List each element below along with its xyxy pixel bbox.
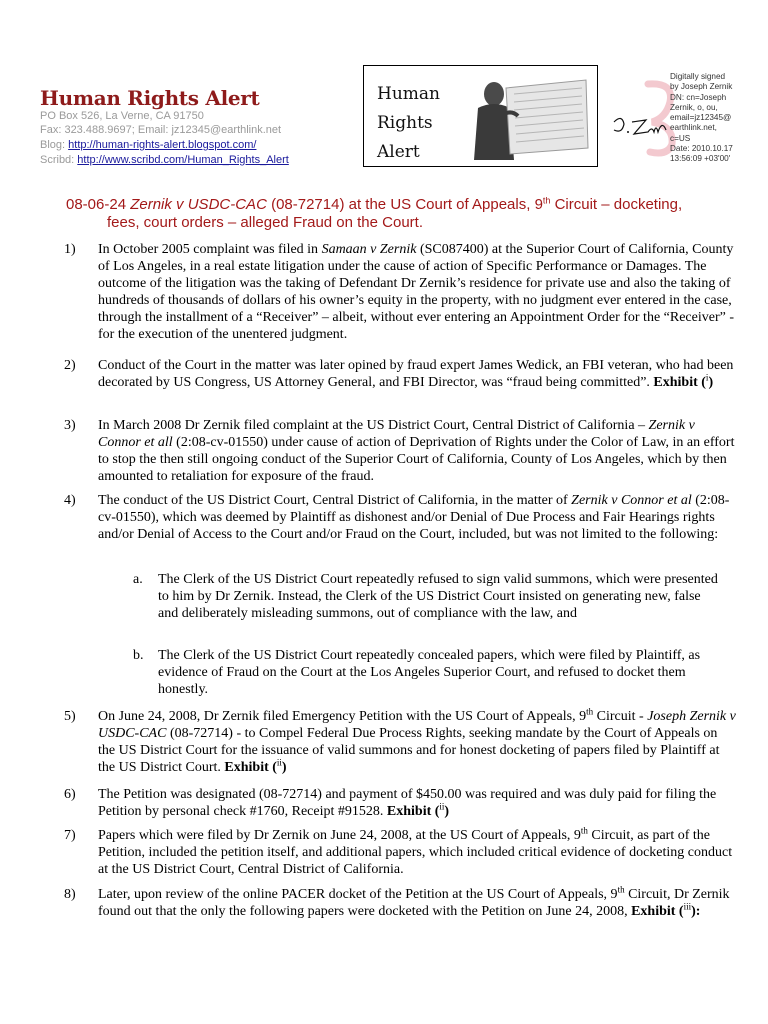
exhibit-close: ) xyxy=(281,760,287,775)
logo-word-alert: Alert xyxy=(377,142,420,162)
paragraph-5 xyxy=(64,708,736,776)
paragraph-number: 2) xyxy=(64,358,76,373)
subparagraph-letter: a. xyxy=(133,572,143,587)
case-name: Zernik v Connor et al xyxy=(571,493,692,508)
subparagraph-text: The Clerk of the US District Court repeatedly concealed papers, which were filed by Plaintiff, as evidence of Fraud on the Court at the Los Angeles Superior Court, and refused to docket them honestly. xyxy=(158,648,701,697)
blog-line xyxy=(40,139,256,152)
footnote-ref: ii xyxy=(439,801,445,812)
paragraph-number: 1) xyxy=(64,242,76,257)
signature-line: by Joseph Zernik xyxy=(670,82,733,92)
paragraph-2 xyxy=(64,357,736,391)
paragraph-6 xyxy=(64,786,736,820)
footnote-ref: iii xyxy=(683,901,692,912)
ordinal-sup: th xyxy=(586,706,594,717)
paragraph-number: 4) xyxy=(64,493,76,508)
heading-text: (08-72714) at the US Court of Appeals, 9 xyxy=(266,196,543,213)
logo-word-human: Human xyxy=(377,84,440,104)
paragraph-text: Circuit, Dr Zernik found out that the only the following papers were docketed with the Petition on June 24, 2008, xyxy=(98,887,730,919)
blog-label: Blog: xyxy=(40,139,69,151)
paragraph-text: On June 24, 2008, Dr Zernik filed Emergency Petition with the US Court of Appeals, 9 xyxy=(98,709,587,724)
exhibit-label: Exhibit ( xyxy=(653,375,706,390)
signature-line: Digitally signed xyxy=(670,72,726,81)
paragraph-text: The Petition was designated (08-72714) and payment of $450.00 was required and was duly paid for filing the Petition by personal check #1760, Receipt #91528. xyxy=(98,787,717,819)
scribd-line xyxy=(40,154,289,167)
paragraph-text: In October 2005 complaint was filed in xyxy=(98,242,322,257)
footnote-ref: i xyxy=(705,372,709,383)
footnote-ref: ii xyxy=(276,757,282,768)
signature-line: c=US xyxy=(670,133,691,143)
signature-line: email=jz12345@ xyxy=(670,113,732,123)
heading-date: 08-06-24 xyxy=(66,196,131,213)
paragraph-text: (2:08-cv-01550), which was deemed by Plaintiff as dishonest and/or Denial of Due Process and Fair Hearings rights and/or Denial of Access to the Court and/or Fraud on the Court, included, but was not limited to the following: xyxy=(98,493,730,542)
exhibit-close: ): xyxy=(691,904,701,919)
paragraph-text: (08-72714) - to Compel Federal Due Process Rights, seeking mandate by the Court of Appeals on the US District Court for the issuance of valid summons and for honest docketing of papers filed by Plaintiff at the US District Court. xyxy=(98,726,720,775)
document-heading xyxy=(66,196,726,232)
logo-word-rights: Rights xyxy=(377,113,433,133)
heading-line-2: fees, court orders – alleged Fraud on the Court. xyxy=(107,214,424,231)
paragraph-text: (SC087400) at the Superior Court of California, County of Los Angeles, in a real estate litigation under the cause of action of Specific Performance or Damages. The outcome of the litigation was the taking of Defendant Dr Zernik’s residence for private use and also the taking of hundreds of thousands of dollars of his owner’s equity in the property, with no judgment ever entered in the case, through the installment of a “Receiver” – albeit, without ever entering an Appointment Order for the “Receiver” - for the execution of the unentered judgment. xyxy=(98,242,734,342)
exhibit-close: ) xyxy=(708,375,714,390)
handwritten-signature xyxy=(610,108,670,148)
exhibit-label: Exhibit ( xyxy=(631,904,684,919)
address: PO Box 526, La Verne, CA 91750 xyxy=(40,110,204,122)
blog-link[interactable]: http://human-rights-alert.blogspot.com/ xyxy=(68,139,257,151)
paragraph-7 xyxy=(64,827,736,878)
exhibit-close: ) xyxy=(444,804,450,819)
scribd-link[interactable]: http://www.scribd.com/Human_Rights_Alert xyxy=(77,154,289,166)
paragraph-number: 6) xyxy=(64,787,76,802)
paragraph-1 xyxy=(64,241,736,343)
signature-line: 13:56:09 +03'00' xyxy=(670,154,731,164)
paragraph-number: 3) xyxy=(64,418,76,433)
heading-text: Circuit – docketing, xyxy=(550,196,683,213)
subparagraph-4a xyxy=(133,571,721,622)
paragraph-number: 7) xyxy=(64,828,76,843)
hra-logo xyxy=(363,65,598,167)
exhibit-label: Exhibit ( xyxy=(386,804,440,819)
paragraph-number: 5) xyxy=(64,709,76,724)
paragraph-text: Circuit, as part of the Petition, included the petition itself, and additional papers, which included critical evidence of docketing conduct at the US District Court, Central District of California. xyxy=(98,828,733,877)
case-name: Samaan v Zernik xyxy=(321,242,417,257)
digital-signature-details xyxy=(670,72,733,165)
paragraph-text: Later, upon review of the online PACER docket of the Petition at the US Court of Appeals, 9 xyxy=(98,887,618,902)
ordinal-sup: th xyxy=(617,884,625,895)
subparagraph-letter: b. xyxy=(133,648,144,663)
paragraph-text: In March 2008 Dr Zernik filed complaint at the US District Court, Central District of California – xyxy=(98,418,649,433)
subparagraph-text: The Clerk of the US District Court repeatedly refused to sign valid summons, which were presented to him by Dr Zernik. Instead, the Clerk of the US District Court insisted on generating new, false and deliberately misleading summons, out of compliance with the law, and xyxy=(158,572,718,621)
signature-line: Zernik, o, ou, xyxy=(670,102,718,112)
case-name: Zernik v Connor et all xyxy=(98,418,695,450)
signature-line: DN: cn=Joseph xyxy=(670,92,727,102)
paragraph-8 xyxy=(64,886,736,920)
fax-email: Fax: 323.488.9697; Email: jz12345@earthlink.net xyxy=(40,124,282,136)
signature-line: Date: 2010.10.17 xyxy=(670,144,733,154)
exhibit-label: Exhibit ( xyxy=(224,760,277,775)
heading-case-name: Zernik v USDC-CAC xyxy=(130,196,267,213)
logo-photo-figure-with-declaration xyxy=(464,74,592,160)
subparagraph-4b xyxy=(133,647,721,698)
paragraph-text: (2:08-cv-01550) under cause of action of Deprivation of Rights under the Color of Law, in an effort to stop the then still ongoing conduct of the Superior Court of California, County of Los Angeles, which by then amounted to retaliation for exposure of the fraud. xyxy=(98,435,735,484)
case-name: Joseph Zernik v USDC-CAC xyxy=(98,709,736,741)
paragraph-3 xyxy=(64,417,736,485)
paragraph-text: Papers which were filed by Dr Zernik on June 24, 2008, at the US Court of Appeals, 9 xyxy=(98,828,581,843)
paragraph-text: The conduct of the US District Court, Central District of California, in the matter of xyxy=(98,493,572,508)
paragraph-text: Circuit - xyxy=(593,709,648,724)
ordinal-sup: th xyxy=(580,825,588,836)
scribd-label: Scribd: xyxy=(40,154,78,166)
paragraph-4 xyxy=(64,492,736,543)
heading-sup: th xyxy=(542,195,551,206)
paragraph-number: 8) xyxy=(64,887,76,902)
signature-line: earthlink.net, xyxy=(670,123,717,133)
paragraph-text: Conduct of the Court in the matter was later opined by fraud expert James Wedick, an FBI veteran, who had been decorated by US Congress, US Attorney General, and FBI Director, was “fraud being committed”. xyxy=(98,358,734,390)
org-title: Human Rights Alert xyxy=(40,86,260,110)
